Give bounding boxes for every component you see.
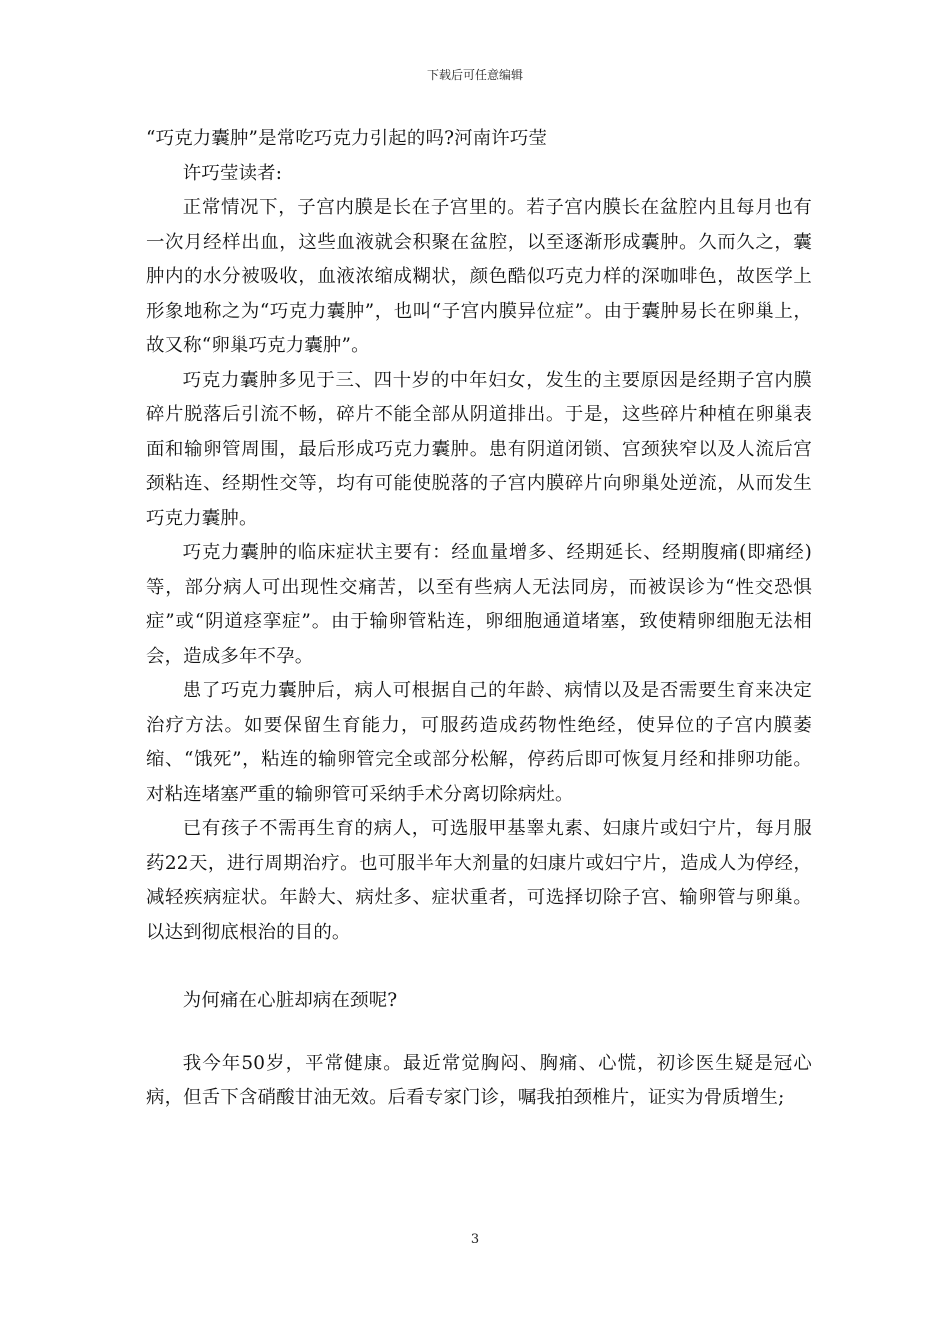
salutation: 许巧莹读者:	[182, 162, 283, 184]
paragraph-2: 巧克力囊肿多见于三、四十岁的中年妇女，发生的主要原因是经期子宫内膜碎片脱落后引流不畅，碎片不能全部从阴道排出。于是，这些碎片种植在卵巢表面和输卵管周围，最后形成巧克力囊肿。患有阴道闭锁、宫颈狭窄以及人流后宫颈粘连、经期性交等，均有可能使脱落的子宫内膜碎片向卵巢处逆流，从而发生巧克力囊肿。	[146, 369, 812, 529]
article2-title: 为何痛在心脏却病在颈呢?	[182, 990, 398, 1011]
paragraph-5: 已有孩子不需再生育的病人，可选服甲基睾丸素、妇康片或妇宁片，每月服药22天，进行周期治疗。也可服半年大剂量的妇康片或妇宁片，造成人为停经，减轻疾病症状。年龄大、病灶多、症状重者，可选择切除子宫、输卵管与卵巢。以达到彻底根治的目的。	[146, 818, 812, 943]
article-title: “巧克力囊肿”是常吃巧克力引起的吗?河南许巧莹	[146, 128, 548, 149]
page-number: 3	[470, 1232, 480, 1247]
document-body	[146, 122, 812, 1116]
article2-paragraph: 我今年50岁，平常健康。最近常觉胸闷、胸痛、心慌，初诊医生疑是冠心病，但舌下含硝酸甘油无效。后看专家门诊，嘱我拍颈椎片，证实为骨质增生;	[146, 1052, 812, 1108]
paragraph-1: 正常情况下，子宫内膜是长在子宫里的。若子宫内膜长在盆腔内且每月也有一次月经样出血，这些血液就会积聚在盆腔，以至逐渐形成囊肿。久而久之，囊肿内的水分被吸收，血液浓缩成糊状，颜色酷似巧克力样的深咖啡色，故医学上形象地称之为“巧克力囊肿”，也叫“子宫内膜异位症”。由于囊肿易长在卵巢上，故又称“卵巢巧克力囊肿”。	[146, 197, 812, 356]
page-header: 下载后可任意编辑	[426, 68, 523, 82]
paragraph-4: 患了巧克力囊肿后，病人可根据自己的年龄、病情以及是否需要生育来决定治疗方法。如要保留生育能力，可服药造成药物性绝经，使异位的子宫内膜萎缩、“饿死”，粘连的输卵管完全或部分松解，停药后即可恢复月经和排卵功能。对粘连堵塞严重的输卵管可采纳手术分离切除病灶。	[146, 680, 812, 805]
paragraph-3: 巧克力囊肿的临床症状主要有：经血量增多、经期延长、经期腹痛(即痛经)等，部分病人可出现性交痛苦，以至有些病人无法同房，而被误诊为“性交恐惧症”或“阴道痉挛症”。由于输卵管粘连，卵细胞通道堵塞，致使精卵细胞无法相会，造成多年不孕。	[146, 542, 812, 667]
